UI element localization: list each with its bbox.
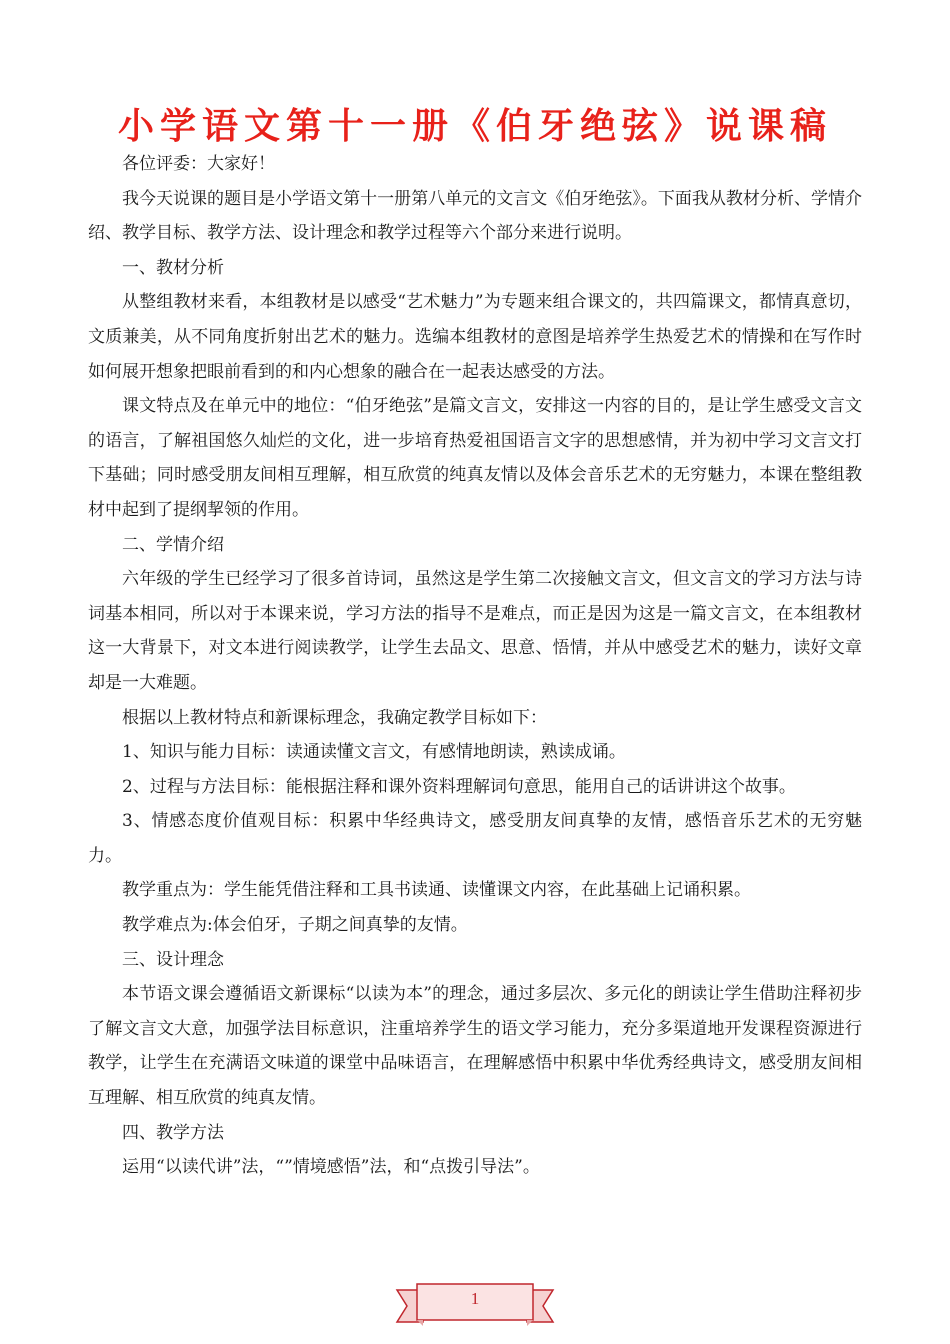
lesson-features-paragraph: 课文特点及在单元中的地位：“伯牙绝弦”是篇文言文，安排这一内容的目的，是让学生感受文言文的语言，了解祖国悠久灿烂的文化，进一步培育热爱祖国语言文字的思想感情，并为初中学习文言文打下基础；同时感受朋友间相互理解，相互欣赏的纯真友情以及体会音乐艺术的无穷魅力，本课在整组教材中起到了提纲挈领的作用。 [88,396,862,520]
goals-intro-paragraph: 根据以上教材特点和新课标理念，我确定教学目标如下： [122,707,547,728]
document-title: 小学语文第十一册《伯牙绝弦》说课稿 [117,106,832,147]
student-situation-paragraph: 六年级的学生已经学习了很多首诗词，虽然这是学生第二次接触文言文，但文言文的学习方法与诗词基本相同，所以对于本课来说，学习方法的指导不是难点，而正是因为这是一篇文言文，在本组教材这一大背景下，对文本进行阅读教学，让学生去品文、思意、悟情，并从中感受艺术的魅力，读好文章却是一大难题。 [88,569,862,693]
page-number-banner [395,1278,555,1338]
teaching-focus-paragraph: 教学重点为：学生能凭借注释和工具书读通、读懂课文内容，在此基础上记诵积累。 [122,880,751,901]
goal-item-3: 3、情感态度价值观目标：积累中华经典诗文，感受朋友间真挚的友情，感悟音乐艺术的无穷魅力。 [88,811,862,866]
goal-item-2: 2、过程与方法目标：能根据注释和课外资料理解词句意思，能用自己的话讲讲这个故事。 [122,776,796,797]
teaching-methods-paragraph: 运用“以读代讲”法，“”情境感悟”法，和“点拨引导法”。 [122,1157,540,1178]
greeting: 各位评委：大家好！ [122,154,275,174]
section-heading-textbook-analysis: 一、教材分析 [122,257,224,278]
teaching-difficulty-paragraph: 教学难点为:体会伯牙，子期之间真挚的友情。 [122,915,468,936]
document-body [88,147,862,1185]
section-heading-student-situation: 二、学情介绍 [122,534,224,555]
section-heading-design-concept: 三、设计理念 [122,949,224,970]
goal-item-1: 1、知识与能力目标：读通读懂文言文，有感情地朗读，熟读成诵。 [122,742,626,763]
section-heading-teaching-methods: 四、教学方法 [122,1122,224,1143]
design-concept-paragraph: 本节语文课会遵循语文新课标“以读为本”的理念，通过多层次、多元化的朗读让学生借助注释初步了解文言文大意，加强学法目标意识，注重培养学生的语文学习能力，充分多渠道地开发课程资源进行教学，让学生在充满语文味道的课堂中品味语言，在理解感悟中积累中华优秀经典诗文，感受朋友间相互理解、相互欣赏的纯真友情。 [88,984,862,1109]
textbook-analysis-paragraph: 从整组教材来看，本组教材是以感受“艺术魅力”为专题来组合课文的，共四篇课文，都情真意切，文质兼美，从不同角度折射出艺术的魅力。选编本组教材的意图是培养学生热爱艺术的情操和在写作时如何展开想象把眼前看到的和内心想象的融合在一起表达感受的方法。 [88,292,862,382]
intro-paragraph: 我今天说课的题目是小学语文第十一册第八单元的文言文《伯牙绝弦》。下面我从教材分析、学情介绍、教学目标、教学方法、设计理念和教学过程等六个部分来进行说明。 [88,188,862,244]
page-number: 1 [470,1289,480,1308]
